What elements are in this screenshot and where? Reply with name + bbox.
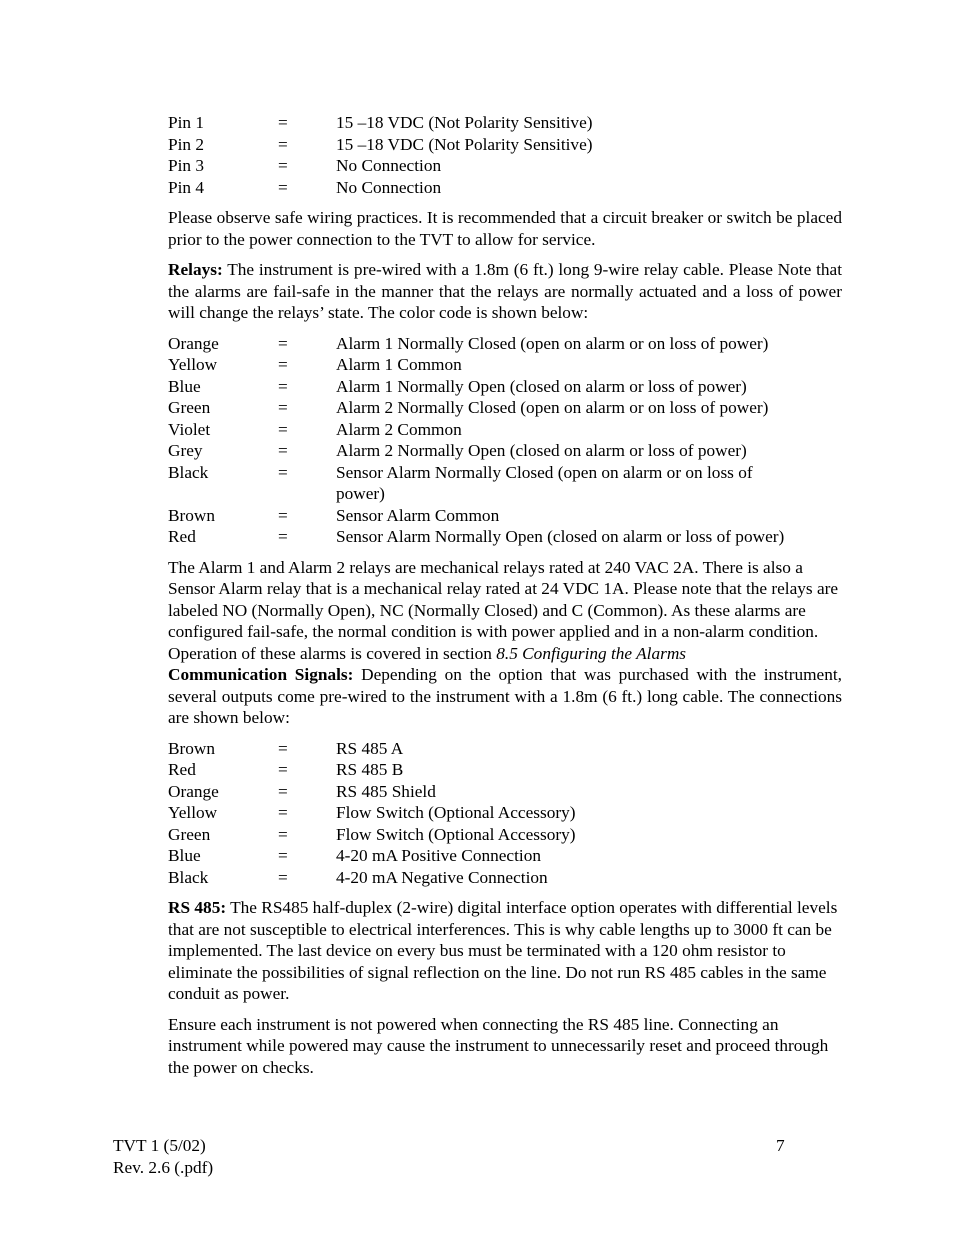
wire-color: Black [168, 462, 209, 482]
wire-color: Yellow [168, 803, 218, 822]
communication-paragraph [168, 664, 842, 729]
table-row [168, 177, 842, 199]
equals-sign: = [278, 355, 288, 374]
alarm-relays-text: The Alarm 1 and Alarm 2 relays are mechanical relays rated at 240 VAC 2A. There is also a Sensor Alarm relay that is a mechanical relay rated at 24 VDC 1A. Please note that the relays are labeled NO (Normally Open), NC (Normally Closed) and C (Common). As these alarms are configured fail-safe, the normal condition is with power applied and in a non-alarm condition. Operation of these alarms is covered in section [168, 557, 839, 663]
equals-sign: = [278, 505, 288, 525]
equals-sign: = [278, 134, 288, 154]
wire-function: Alarm 1 Normally Open (closed on alarm or loss of power) [336, 376, 747, 396]
equals-sign: = [278, 824, 288, 844]
communication-text: Depending on the option that was purchased with the instrument, several outputs come pre-wired to the instrument with a 1.8m (6 ft.) long cable. The connections are shown below: [168, 665, 842, 727]
page-footer [113, 1135, 213, 1178]
wire-function: 4-20 mA Negative Connection [336, 867, 548, 887]
table-row [168, 134, 842, 156]
table-row [168, 333, 842, 355]
table-row [168, 440, 842, 462]
wire-function: RS 485 Shield [336, 781, 436, 801]
relay-wire-table [168, 333, 842, 548]
wire-function: Alarm 2 Common [336, 419, 462, 439]
alarm-relays-paragraph [168, 557, 842, 665]
relays-paragraph [168, 259, 842, 324]
equals-sign: = [278, 113, 288, 132]
table-row [168, 802, 842, 824]
wiring-note-paragraph: Please observe safe wiring practices. It is recommended that a circuit breaker or switch be placed prior to the power connection to the TVT to allow for service. [168, 208, 842, 249]
table-row [168, 462, 842, 505]
wire-color: Brown [168, 738, 216, 758]
wire-color: Green [168, 824, 211, 844]
table-row [168, 845, 842, 867]
pin-description: No Connection [336, 156, 442, 175]
table-row [168, 759, 842, 781]
table-row [168, 867, 842, 889]
wire-color: Orange [168, 333, 219, 353]
equals-sign: = [278, 419, 288, 439]
equals-sign: = [278, 527, 288, 546]
equals-sign: = [278, 441, 288, 460]
revision-label: Rev. 2.6 (.pdf) [113, 1157, 214, 1177]
equals-sign: = [278, 803, 288, 822]
table-row [168, 354, 842, 376]
power-pin-table [168, 112, 842, 198]
table-row [168, 376, 842, 398]
wire-function: Sensor Alarm Normally Open (closed on alarm or loss of power) [336, 527, 785, 546]
equals-sign: = [278, 333, 288, 353]
wire-color: Grey [168, 441, 203, 460]
table-row [168, 505, 842, 527]
wire-function: Alarm 2 Normally Open (closed on alarm or loss of power) [336, 441, 747, 460]
pin-label: Pin 2 [168, 134, 205, 154]
equals-sign: = [278, 738, 288, 758]
wire-color: Red [168, 760, 196, 779]
wire-color: Blue [168, 376, 201, 396]
wire-function: Sensor Alarm Common [336, 505, 500, 525]
wire-function: 4-20 mA Positive Connection [336, 846, 541, 865]
wire-color: Violet [168, 419, 211, 439]
equals-sign: = [278, 867, 288, 887]
wire-color: Red [168, 527, 196, 546]
page-content [168, 112, 842, 1078]
wire-color: Green [168, 398, 211, 417]
document-id: TVT 1 (5/02) [113, 1136, 206, 1155]
wire-color: Black [168, 867, 209, 887]
wire-function: Alarm 2 Normally Closed (open on alarm or on loss of power) [336, 398, 769, 417]
pin-label: Pin 4 [168, 177, 205, 197]
wire-color: Brown [168, 505, 216, 525]
section-reference: 8.5 Configuring the Alarms [496, 643, 687, 663]
table-row [168, 738, 842, 760]
rs485-paragraph [168, 897, 842, 1005]
relays-text: The instrument is pre-wired with a 1.8m (6 ft.) long 9-wire relay cable. Please Note that the alarms are fail-safe in the manner that the relays are normally actuated and a loss of power will change the relays’ state. The color code is shown below: [168, 260, 842, 322]
table-row [168, 155, 842, 177]
page-number: 7 [776, 1136, 785, 1155]
wire-function: RS 485 B [336, 760, 404, 779]
equals-sign: = [278, 846, 288, 865]
wire-color: Yellow [168, 355, 218, 374]
pin-description: 15 –18 VDC (Not Polarity Sensitive) [336, 113, 593, 132]
wire-function: Flow Switch (Optional Accessory) [336, 803, 576, 822]
equals-sign: = [278, 760, 288, 779]
table-row [168, 112, 842, 134]
rs485-heading: RS 485: [168, 898, 227, 917]
pin-description: No Connection [336, 177, 442, 197]
equals-sign: = [278, 462, 288, 482]
wire-function: Flow Switch (Optional Accessory) [336, 824, 576, 844]
communication-heading: Communication Signals: [168, 665, 354, 684]
wire-function: Alarm 1 Common [336, 355, 462, 374]
equals-sign: = [278, 156, 288, 175]
table-row [168, 781, 842, 803]
table-row [168, 824, 842, 846]
wire-function: Alarm 1 Normally Closed (open on alarm or on loss of power) [336, 333, 769, 353]
equals-sign: = [278, 781, 288, 801]
table-row [168, 526, 842, 548]
pin-label: Pin 1 [168, 113, 205, 132]
equals-sign: = [278, 398, 288, 417]
pin-label: Pin 3 [168, 156, 205, 175]
wire-color: Blue [168, 846, 201, 865]
rs485-text: The RS485 half-duplex (2-wire) digital interface option operates with differential levels that are not susceptible to electrical interferences. This is why cable lengths up to 3000 ft can be implemented. The last device on every bus must be terminated with a 120 ohm resistor to eliminate the possibilities of signal reflection on the line. Do not run RS 485 cables in the same conduit as power. [168, 898, 838, 1003]
equals-sign: = [278, 376, 288, 396]
wire-function: RS 485 A [336, 738, 404, 758]
table-row [168, 397, 842, 419]
wire-color: Orange [168, 781, 219, 801]
pin-description: 15 –18 VDC (Not Polarity Sensitive) [336, 134, 593, 154]
table-row [168, 419, 842, 441]
ensure-power-off-paragraph: Ensure each instrument is not powered when connecting the RS 485 line. Connecting an instrument while powered may cause the instrument to unnecessarily reset and proceed through the power on checks. [168, 1014, 829, 1077]
wire-function: Sensor Alarm Normally Closed (open on alarm or on loss of power) [336, 462, 753, 503]
relays-heading: Relays: [168, 260, 223, 279]
equals-sign: = [278, 177, 288, 197]
comm-wire-table [168, 738, 842, 889]
